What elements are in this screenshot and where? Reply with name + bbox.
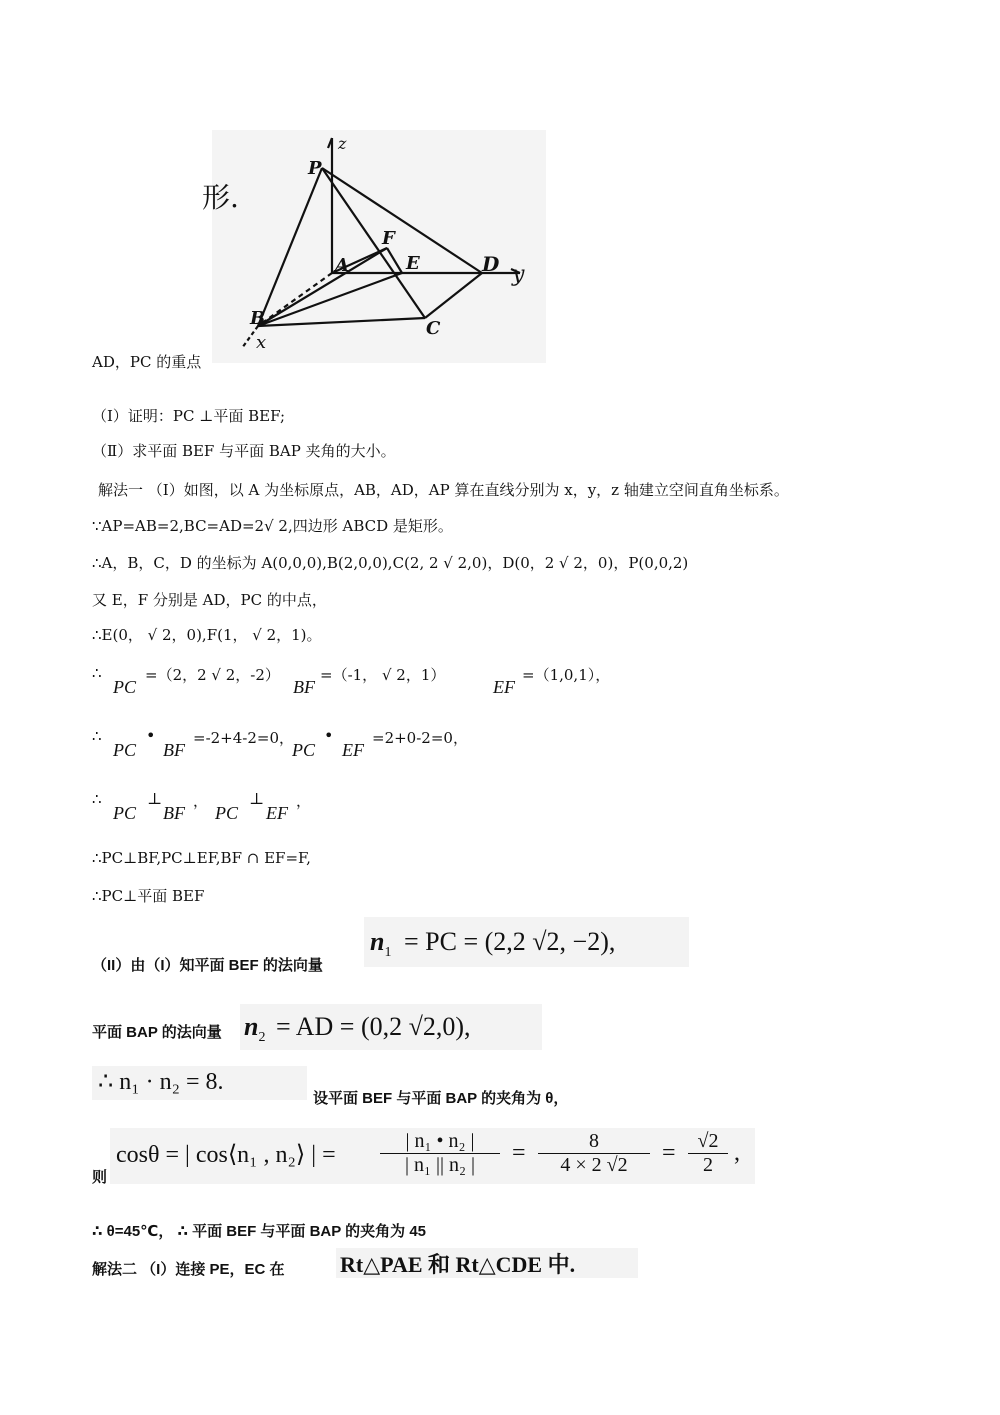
line-9-pc-value: =（2，2 √ 2，-2） (145, 666, 280, 684)
line-1: AD，PC 的重点 (92, 353, 202, 371)
line-9-ef-value: =（1,0,1）， (522, 666, 611, 684)
vector-pc-3: PC (113, 803, 137, 823)
line-11-comma: ， (193, 792, 209, 810)
vector-bf-1: BF (163, 740, 185, 760)
dot-product-expression: ∴ n₁ · n₂ = 8. (98, 1069, 224, 1095)
equals-2: = (512, 1140, 526, 1166)
label-z: z (338, 134, 347, 153)
line-9-bf-value: =（-1， √ 2，1） (320, 666, 446, 684)
cos-lhs: cosθ = | cos⟨n₁ , n₂⟩ | = (116, 1142, 336, 1168)
figure-caption-fragment: 形. (202, 181, 239, 214)
fraction-2-numerator: 8 (538, 1130, 650, 1154)
label-p: P (308, 158, 322, 179)
n2-expression: = AD = (0,2 √2,0), (276, 1012, 471, 1041)
line-4: 解法一 （Ⅰ）如图，以 A 为坐标原点，AB，AD，AP 算在直线分别为 x，y，z 轴建立空间直角坐标系。 (98, 481, 789, 499)
line-16: 设平面 BEF 与平面 BAP 的夹角为 θ， (313, 1090, 569, 1107)
line-7: 又 E，F 分别是 AD，PC 的中点， (92, 591, 327, 609)
n1-subscript: 1 (384, 945, 392, 961)
math-triangles (336, 1248, 638, 1278)
line-17: 则 (92, 1169, 108, 1186)
label-x: x (256, 332, 267, 353)
label-y: y (512, 262, 525, 287)
line-5: ∵AP=AB=2,BC=AD=2√ 2,四边形 ABCD 是矩形。 (92, 517, 453, 535)
math-normal-vector-n2 (240, 1004, 542, 1050)
line-12: ∴PC⊥BF,PC⊥EF,BF ∩ EF=F, (92, 849, 311, 867)
line-18: ∴ θ=45℃， ∴ 平面 BEF 与平面 BAP 的夹角为 45 (92, 1223, 427, 1240)
line-6: ∴A，B，C，D 的坐标为 A(0,0,0),B(2,0,0),C(2, 2 √ 2,0)，D(0，2 √ 2，0)，P(0,0,2) (92, 554, 689, 572)
math-dot-product (92, 1066, 307, 1100)
vector-pc-4: PC (215, 803, 239, 823)
fraction-3-denominator: 2 (703, 1154, 713, 1176)
n2-subscript: 2 (258, 1030, 266, 1046)
pyramid-figure (202, 130, 546, 363)
dot-operator-1: • (146, 726, 156, 745)
perp-symbol-2: ⊥ (249, 789, 265, 808)
n2-symbol: n (244, 1012, 259, 1041)
line-10-bf-result: =-2+4-2=0， (193, 729, 295, 747)
vector-ef-1: EF (342, 740, 364, 760)
triangles-expression: Rt△PAE 和 Rt△CDE 中. (340, 1252, 576, 1277)
fraction-3-numerator: √2 (688, 1130, 728, 1154)
equals-3: = (662, 1140, 676, 1166)
line-2: （Ⅰ）证明：PC ⊥平面 BEF; (92, 407, 286, 425)
line-19: 解法二 （I）连接 PE，EC 在 (92, 1261, 285, 1278)
line-13: ∴PC⊥平面 BEF (92, 887, 205, 905)
label-b: B (250, 308, 266, 329)
line-10-therefore: ∴ (92, 727, 102, 745)
vector-ef: EF (493, 677, 515, 697)
fraction-2-denominator: 4 × 2 √2 (560, 1154, 628, 1176)
perp-symbol-1: ⊥ (147, 789, 163, 808)
dot-operator-2: • (324, 726, 334, 745)
label-a: A (335, 255, 349, 276)
fraction-1-numerator: | n₁ • n₂ | (380, 1130, 500, 1154)
line-15: 平面 BAP 的法向量 (92, 1024, 222, 1041)
label-e: E (406, 253, 420, 274)
line-8: ∴E(0， √ 2，0),F(1， √ 2，1)。 (92, 626, 322, 644)
vector-pc-2: PC (292, 740, 316, 760)
cos-end: , (734, 1140, 740, 1166)
math-normal-vector-n1 (364, 917, 689, 967)
n1-symbol: n (370, 927, 385, 956)
vector-pc-1: PC (113, 740, 137, 760)
line-10-ef-result: =2+0-2=0， (372, 729, 468, 747)
line-11-end: ， (296, 792, 312, 810)
fraction-3 (688, 1130, 728, 1177)
line-14: （II）由（I）知平面 BEF 的法向量 (92, 957, 323, 974)
label-c: C (426, 318, 441, 339)
fraction-1-denominator: | n₁ || n₂ | (405, 1154, 475, 1176)
math-cosine-formula (110, 1128, 755, 1184)
label-d: D (482, 252, 500, 276)
n1-expression: = PC = (2,2 √2, −2), (404, 927, 616, 956)
fraction-2 (538, 1130, 650, 1177)
label-f: F (382, 228, 395, 249)
vector-bf: BF (293, 677, 315, 697)
vector-ef-2: EF (266, 803, 288, 823)
fraction-1 (380, 1130, 500, 1177)
line-3: （Ⅱ）求平面 BEF 与平面 BAP 夹角的大小。 (92, 442, 396, 460)
vector-pc: PC (113, 677, 137, 697)
line-11-therefore: ∴ (92, 790, 102, 808)
vector-bf-2: BF (163, 803, 185, 823)
line-9-therefore: ∴ (92, 664, 102, 682)
